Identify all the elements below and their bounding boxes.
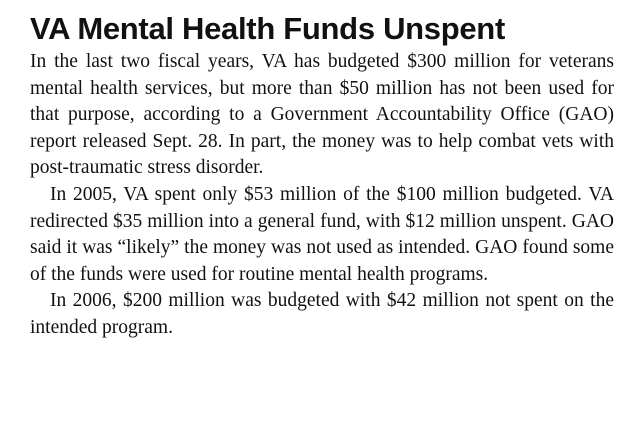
article-paragraph-2: In 2005, VA spent only $53 million of the $100 million budgeted. VA redirected $35 million into a general fund, with $12 million unspent. GAO said it was “likely” the money was not used as intended. GAO found some of the funds were used for routine mental health programs. bbox=[30, 183, 614, 285]
article-headline: VA Mental Health Funds Unspent bbox=[30, 11, 505, 46]
article-paragraph-1: In the last two fiscal years, VA has budgeted $300 million for veterans mental health services, but more than $50 million has not been used for that purpose, according to a Government Accountability Office (GAO) report released Sept. 28. In part, the money was to help combat vets with post-traumatic stress disorder. bbox=[30, 51, 614, 179]
news-article bbox=[30, 10, 614, 342]
article-paragraph-3: In 2006, $200 million was budgeted with $42 million not spent on the intended program. bbox=[30, 290, 614, 338]
